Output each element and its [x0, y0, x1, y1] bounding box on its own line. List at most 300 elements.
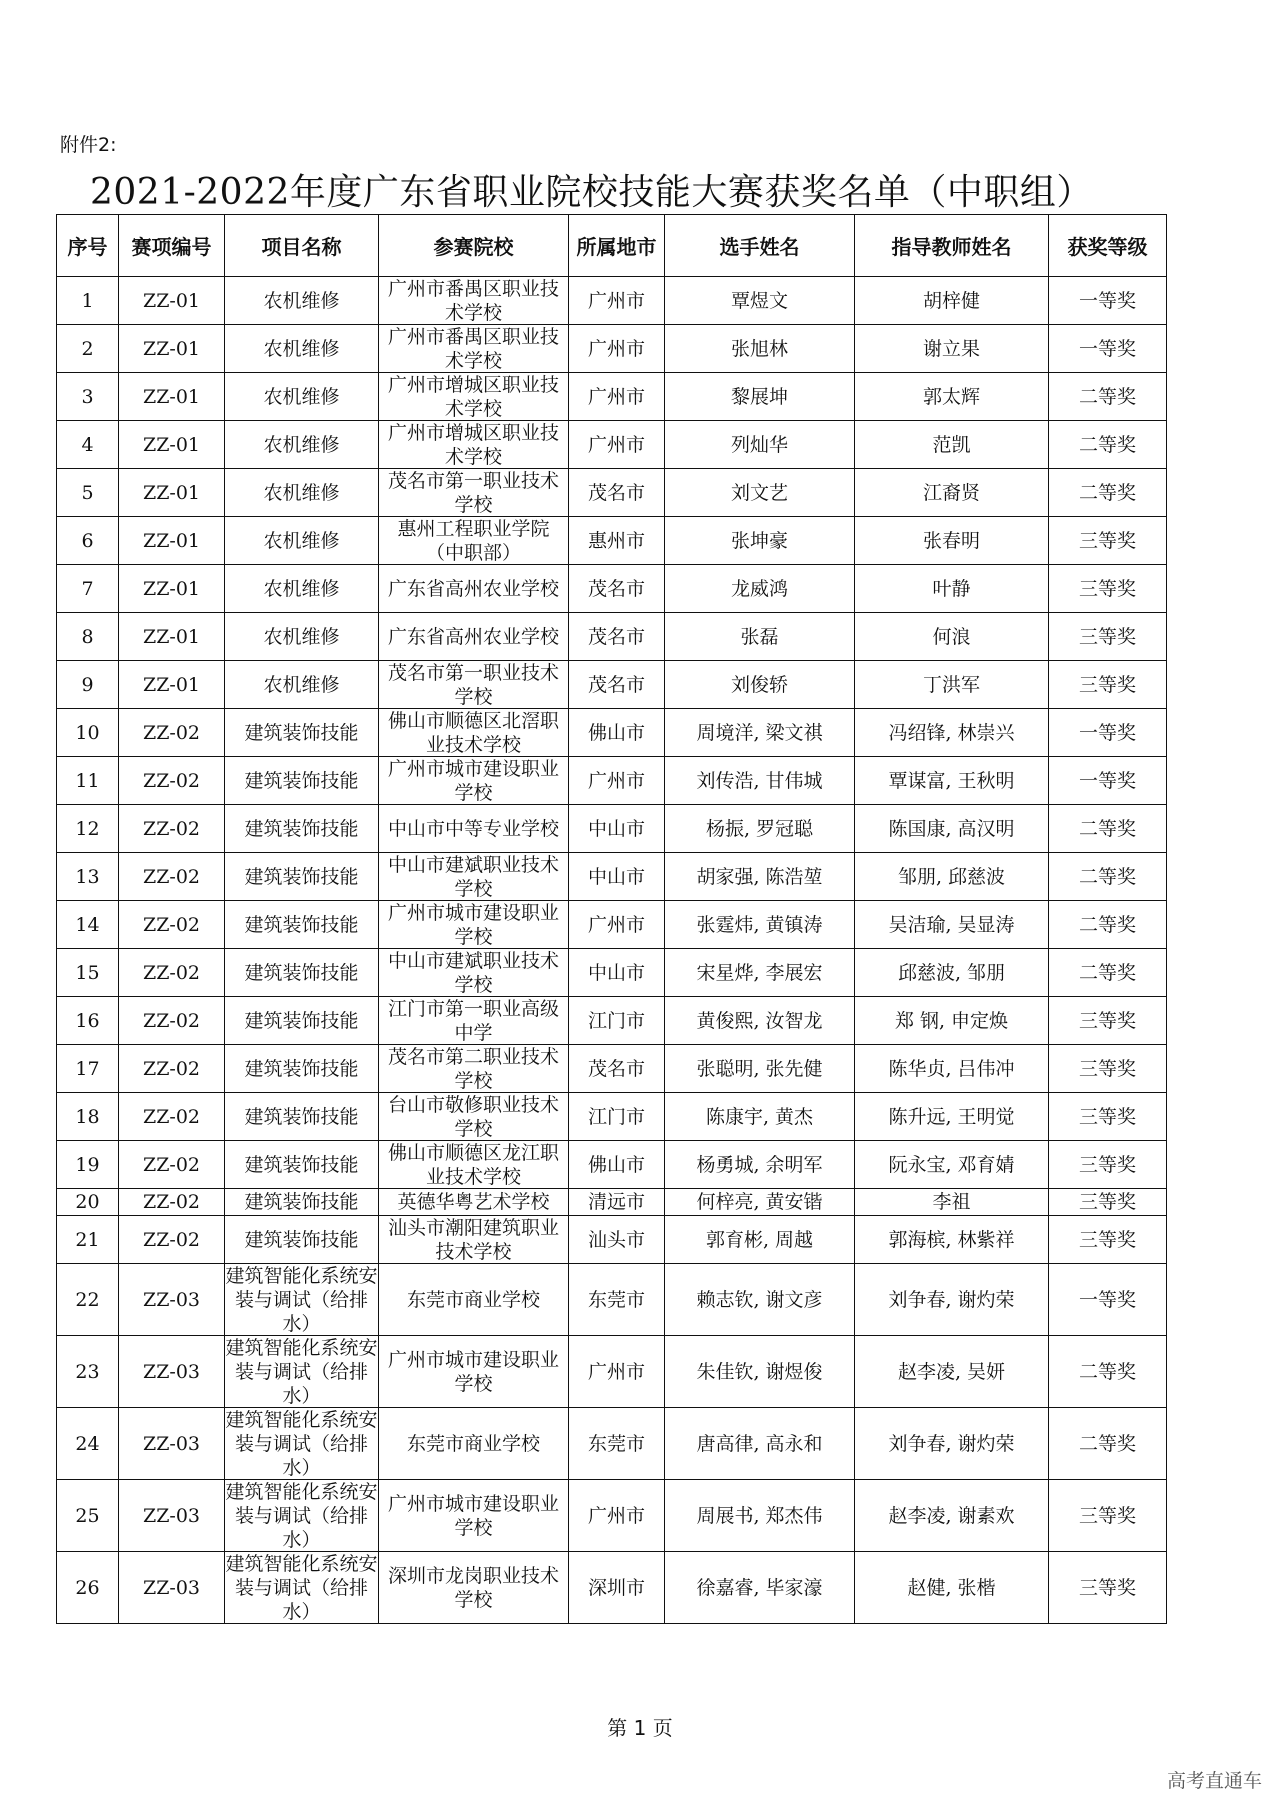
- cell-school: [379, 949, 569, 997]
- cell-students-text: 张磊: [740, 625, 779, 648]
- cell-index-text: 26: [75, 1576, 100, 1599]
- cell-students-text: 杨勇城, 余明军: [696, 1153, 823, 1176]
- table-row: [57, 325, 1167, 373]
- cell-award-text: 三等奖: [1078, 1228, 1136, 1251]
- cell-school: [379, 1408, 569, 1480]
- cell-city-text: 江门市: [587, 1009, 645, 1032]
- cell-project: [225, 517, 379, 565]
- cell-students: [665, 949, 855, 997]
- cell-project-text: 农机维修: [263, 673, 340, 696]
- cell-event-code-text: ZZ-01: [143, 337, 200, 360]
- cell-students-text: 张旭林: [730, 337, 788, 360]
- cell-city-text: 深圳市: [587, 1576, 645, 1599]
- table-row: [57, 1093, 1167, 1141]
- cell-index-text: 19: [75, 1153, 100, 1176]
- cell-event-code: [119, 997, 225, 1045]
- cell-event-code: [119, 373, 225, 421]
- cell-project: [225, 1336, 379, 1408]
- cell-school: [379, 517, 569, 565]
- table-row: [57, 421, 1167, 469]
- cell-award: [1049, 565, 1167, 613]
- cell-teachers-text: 范凯: [932, 433, 971, 456]
- cell-index-text: 13: [75, 865, 100, 888]
- cell-event-code: [119, 757, 225, 805]
- cell-project-text: 农机维修: [263, 289, 340, 312]
- cell-teachers-text: 郭海槟, 林紫祥: [888, 1228, 1015, 1251]
- cell-teachers-text: 叶静: [932, 577, 971, 600]
- cell-city-text: 广州市: [587, 1504, 645, 1527]
- cell-school: [379, 757, 569, 805]
- cell-index-text: 5: [81, 481, 94, 504]
- cell-students-text: 黄俊熙, 汝智龙: [696, 1009, 823, 1032]
- cell-award-text: 二等奖: [1078, 385, 1136, 408]
- cell-index: [57, 1336, 119, 1408]
- header-cell: 获奖等级: [1049, 215, 1167, 277]
- cell-school: [379, 421, 569, 469]
- table-row: [57, 1480, 1167, 1552]
- cell-event-code-text: ZZ-01: [143, 577, 200, 600]
- cell-event-code: [119, 421, 225, 469]
- cell-award-text: 三等奖: [1078, 673, 1136, 696]
- cell-city: [569, 709, 665, 757]
- cell-award: [1049, 469, 1167, 517]
- cell-school: [379, 1093, 569, 1141]
- cell-event-code-text: ZZ-02: [143, 1057, 200, 1080]
- cell-school: [379, 325, 569, 373]
- cell-teachers: [855, 1216, 1049, 1264]
- cell-city: [569, 565, 665, 613]
- table-row: [57, 565, 1167, 613]
- cell-project-text: 农机维修: [263, 529, 340, 552]
- cell-city: [569, 661, 665, 709]
- cell-event-code: [119, 517, 225, 565]
- cell-project: [225, 661, 379, 709]
- cell-teachers-text: 陈华贞, 吕伟冲: [888, 1057, 1015, 1080]
- cell-award-text: 二等奖: [1078, 1432, 1136, 1455]
- cell-index-text: 18: [75, 1105, 100, 1128]
- cell-project-text: 建筑装饰技能: [244, 1057, 359, 1080]
- cell-event-code: [119, 613, 225, 661]
- cell-students-text: 张霆炜, 黄镇涛: [696, 913, 823, 936]
- cell-city-text: 东莞市: [587, 1288, 645, 1311]
- cell-award: [1049, 1552, 1167, 1624]
- cell-teachers-text: 胡梓健: [922, 289, 980, 312]
- header-row: [57, 215, 1167, 277]
- cell-index-text: 24: [75, 1432, 100, 1455]
- cell-award: [1049, 1216, 1167, 1264]
- cell-students-text: 何梓亮, 黄安锴: [696, 1191, 823, 1213]
- header-cell: 选手姓名: [665, 215, 855, 277]
- cell-city-text: 广州市: [587, 769, 645, 792]
- cell-students-text: 陈康宇, 黄杰: [705, 1105, 814, 1128]
- cell-city-text: 中山市: [587, 865, 645, 888]
- cell-award-text: 三等奖: [1078, 1576, 1136, 1599]
- cell-event-code-text: ZZ-01: [143, 481, 200, 504]
- cell-event-code-text: ZZ-03: [143, 1288, 200, 1311]
- cell-students: [665, 565, 855, 613]
- cell-teachers-text: 刘争春, 谢灼荣: [888, 1288, 1015, 1311]
- cell-project-text: 建筑装饰技能: [244, 721, 359, 744]
- cell-school-text: 广州市城市建设职业学校: [387, 758, 559, 804]
- cell-event-code-text: ZZ-03: [143, 1432, 200, 1455]
- cell-teachers-text: 丁洪军: [922, 673, 980, 696]
- cell-event-code-text: ZZ-02: [143, 1228, 200, 1251]
- cell-event-code: [119, 661, 225, 709]
- cell-project: [225, 373, 379, 421]
- table-row: [57, 1552, 1167, 1624]
- cell-city: [569, 1216, 665, 1264]
- cell-students-text: 郭育彬, 周越: [705, 1228, 814, 1251]
- cell-award-text: 二等奖: [1078, 865, 1136, 888]
- cell-award: [1049, 325, 1167, 373]
- cell-students-text: 覃煜文: [730, 289, 788, 312]
- cell-teachers: [855, 1480, 1049, 1552]
- cell-event-code: [119, 1045, 225, 1093]
- cell-city-text: 茂名市: [587, 577, 645, 600]
- cell-school: [379, 1264, 569, 1336]
- cell-event-code: [119, 565, 225, 613]
- cell-project-text: 农机维修: [263, 433, 340, 456]
- cell-event-code-text: ZZ-02: [143, 961, 200, 984]
- cell-city: [569, 1408, 665, 1480]
- cell-students: [665, 613, 855, 661]
- cell-award-text: 二等奖: [1078, 1360, 1136, 1383]
- cell-teachers-text: 赵健, 张楷: [907, 1576, 996, 1599]
- table-row: [57, 1408, 1167, 1480]
- cell-city: [569, 1093, 665, 1141]
- cell-teachers: [855, 949, 1049, 997]
- page-title: 2021-2022年度广东省职业院校技能大赛获奖名单（中职组）: [90, 172, 1093, 213]
- cell-students: [665, 709, 855, 757]
- cell-teachers-text: 张春明: [922, 529, 980, 552]
- cell-index: [57, 661, 119, 709]
- cell-city-text: 茂名市: [587, 673, 645, 696]
- cell-index-text: 12: [75, 817, 100, 840]
- cell-city: [569, 1189, 665, 1216]
- cell-school: [379, 661, 569, 709]
- cell-index-text: 4: [81, 433, 94, 456]
- cell-school-text: 广东省高州农业学校: [387, 577, 559, 600]
- cell-students-text: 列灿华: [730, 433, 788, 456]
- cell-index: [57, 997, 119, 1045]
- cell-award-text: 三等奖: [1078, 1009, 1136, 1032]
- cell-index: [57, 853, 119, 901]
- cell-project: [225, 1093, 379, 1141]
- cell-index-text: 8: [81, 625, 94, 648]
- cell-city-text: 江门市: [587, 1105, 645, 1128]
- cell-students: [665, 997, 855, 1045]
- cell-award: [1049, 949, 1167, 997]
- cell-teachers: [855, 1264, 1049, 1336]
- table-row: [57, 1216, 1167, 1264]
- cell-teachers: [855, 325, 1049, 373]
- cell-teachers-text: 阮永宝, 邓育婧: [888, 1153, 1015, 1176]
- cell-students: [665, 1045, 855, 1093]
- cell-index-text: 6: [81, 529, 94, 552]
- cell-students: [665, 469, 855, 517]
- cell-index: [57, 1408, 119, 1480]
- cell-school-text: 东莞市商业学校: [406, 1288, 540, 1311]
- cell-event-code: [119, 853, 225, 901]
- cell-teachers: [855, 757, 1049, 805]
- cell-city-text: 广州市: [587, 289, 645, 312]
- cell-index: [57, 1480, 119, 1552]
- cell-school-text: 佛山市顺德区龙江职业技术学校: [387, 1142, 559, 1188]
- cell-city: [569, 373, 665, 421]
- cell-school: [379, 853, 569, 901]
- cell-event-code: [119, 1264, 225, 1336]
- cell-students-text: 刘传浩, 甘伟城: [696, 769, 823, 792]
- cell-event-code-text: ZZ-03: [143, 1576, 200, 1599]
- cell-teachers: [855, 1552, 1049, 1624]
- cell-project: [225, 757, 379, 805]
- cell-event-code-text: ZZ-02: [143, 865, 200, 888]
- cell-teachers-text: 郭太辉: [922, 385, 980, 408]
- cell-city: [569, 1336, 665, 1408]
- cell-school: [379, 1045, 569, 1093]
- cell-project: [225, 901, 379, 949]
- table-row: [57, 901, 1167, 949]
- cell-award-text: 二等奖: [1078, 481, 1136, 504]
- cell-award: [1049, 277, 1167, 325]
- cell-city-text: 广州市: [587, 385, 645, 408]
- table-row: [57, 1045, 1167, 1093]
- cell-project: [225, 469, 379, 517]
- cell-award: [1049, 853, 1167, 901]
- cell-students: [665, 1552, 855, 1624]
- cell-students: [665, 1141, 855, 1189]
- cell-index: [57, 1216, 119, 1264]
- table-row: [57, 997, 1167, 1045]
- cell-index: [57, 517, 119, 565]
- cell-event-code: [119, 805, 225, 853]
- cell-event-code-text: ZZ-02: [143, 817, 200, 840]
- cell-school-text: 惠州工程职业学院（中职部）: [397, 518, 550, 564]
- cell-award: [1049, 1264, 1167, 1336]
- cell-city: [569, 853, 665, 901]
- attachment-label: 附件2:: [60, 134, 117, 156]
- cell-project-text: 建筑智能化系统安装与调试（给排水）: [225, 1337, 378, 1407]
- cell-index-text: 2: [81, 337, 94, 360]
- table-row: [57, 1336, 1167, 1408]
- cell-city: [569, 1480, 665, 1552]
- cell-school: [379, 997, 569, 1045]
- cell-project: [225, 325, 379, 373]
- cell-project-text: 建筑智能化系统安装与调试（给排水）: [225, 1481, 378, 1551]
- cell-award-text: 二等奖: [1078, 433, 1136, 456]
- cell-project: [225, 1189, 379, 1216]
- cell-students: [665, 1264, 855, 1336]
- cell-award-text: 三等奖: [1078, 577, 1136, 600]
- header-cell: 参赛院校: [379, 215, 569, 277]
- cell-students-text: 刘俊轿: [730, 673, 788, 696]
- cell-teachers: [855, 661, 1049, 709]
- cell-school: [379, 1141, 569, 1189]
- cell-city-text: 广州市: [587, 913, 645, 936]
- cell-index-text: 16: [75, 1009, 100, 1032]
- cell-teachers: [855, 373, 1049, 421]
- cell-city-text: 东莞市: [587, 1432, 645, 1455]
- cell-index-text: 25: [75, 1504, 100, 1527]
- cell-event-code: [119, 1141, 225, 1189]
- cell-project-text: 建筑装饰技能: [244, 817, 359, 840]
- cell-students-text: 宋星烨, 李展宏: [696, 961, 823, 984]
- cell-teachers: [855, 1189, 1049, 1216]
- cell-teachers: [855, 277, 1049, 325]
- cell-teachers-text: 李祖: [932, 1191, 971, 1213]
- cell-city-text: 茂名市: [587, 481, 645, 504]
- cell-students: [665, 1189, 855, 1216]
- cell-project-text: 建筑装饰技能: [244, 913, 359, 936]
- cell-project: [225, 1045, 379, 1093]
- cell-index-text: 3: [81, 385, 94, 408]
- cell-students: [665, 853, 855, 901]
- cell-school: [379, 277, 569, 325]
- header-cell: 指导教师姓名: [855, 215, 1049, 277]
- cell-event-code-text: ZZ-02: [143, 769, 200, 792]
- cell-event-code: [119, 325, 225, 373]
- cell-teachers-text: 刘争春, 谢灼荣: [888, 1432, 1015, 1455]
- cell-project: [225, 1264, 379, 1336]
- cell-teachers-text: 江裔贤: [922, 481, 980, 504]
- cell-award: [1049, 709, 1167, 757]
- cell-event-code-text: ZZ-02: [143, 1009, 200, 1032]
- cell-project: [225, 277, 379, 325]
- cell-school-text: 广州市城市建设职业学校: [387, 1492, 559, 1539]
- cell-index: [57, 469, 119, 517]
- cell-award-text: 一等奖: [1078, 721, 1136, 744]
- cell-students-text: 唐高律, 高永和: [696, 1432, 823, 1455]
- cell-school: [379, 1552, 569, 1624]
- cell-award-text: 三等奖: [1078, 1191, 1136, 1213]
- cell-teachers-text: 何浪: [932, 625, 971, 648]
- cell-index: [57, 277, 119, 325]
- cell-students-text: 杨振, 罗冠聪: [705, 817, 814, 840]
- cell-city-text: 广州市: [587, 433, 645, 456]
- cell-event-code: [119, 1336, 225, 1408]
- cell-event-code: [119, 1552, 225, 1624]
- cell-award-text: 三等奖: [1078, 1153, 1136, 1176]
- cell-students: [665, 373, 855, 421]
- cell-award: [1049, 517, 1167, 565]
- cell-event-code: [119, 1093, 225, 1141]
- cell-students-text: 龙威鸿: [730, 577, 788, 600]
- cell-school: [379, 805, 569, 853]
- cell-award-text: 三等奖: [1078, 1057, 1136, 1080]
- cell-students: [665, 517, 855, 565]
- cell-award: [1049, 421, 1167, 469]
- cell-city: [569, 1552, 665, 1624]
- cell-teachers-text: 谢立果: [922, 337, 980, 360]
- cell-students-text: 朱佳钦, 谢煜俊: [696, 1360, 823, 1383]
- cell-teachers-text: 邹朋, 邱慈波: [897, 865, 1006, 888]
- cell-award: [1049, 1480, 1167, 1552]
- cell-award-text: 二等奖: [1078, 913, 1136, 936]
- cell-school-text: 中山市中等专业学校: [387, 817, 559, 840]
- cell-school-text: 广州市城市建设职业学校: [387, 1348, 559, 1395]
- cell-event-code-text: ZZ-01: [143, 529, 200, 552]
- cell-students: [665, 901, 855, 949]
- table-row: [57, 373, 1167, 421]
- cell-project: [225, 853, 379, 901]
- cell-event-code: [119, 901, 225, 949]
- awards-table: [56, 214, 1167, 1624]
- cell-project-text: 农机维修: [263, 577, 340, 600]
- cell-index-text: 22: [75, 1288, 100, 1311]
- cell-students: [665, 1093, 855, 1141]
- cell-school-text: 茂名市第一职业技术学校: [387, 662, 559, 708]
- cell-school-text: 中山市建斌职业技术学校: [387, 854, 559, 900]
- table-row: [57, 1141, 1167, 1189]
- cell-school: [379, 469, 569, 517]
- cell-teachers-text: 陈升远, 王明觉: [888, 1105, 1015, 1128]
- cell-index-text: 11: [75, 769, 100, 792]
- cell-school: [379, 901, 569, 949]
- cell-project-text: 建筑装饰技能: [244, 1191, 359, 1213]
- cell-index: [57, 1264, 119, 1336]
- cell-city: [569, 421, 665, 469]
- cell-project: [225, 613, 379, 661]
- cell-event-code-text: ZZ-02: [143, 1105, 200, 1128]
- cell-city-text: 广州市: [587, 337, 645, 360]
- cell-award: [1049, 1045, 1167, 1093]
- cell-award: [1049, 613, 1167, 661]
- cell-students: [665, 805, 855, 853]
- table-row: [57, 949, 1167, 997]
- cell-teachers: [855, 421, 1049, 469]
- cell-award: [1049, 1189, 1167, 1216]
- cell-award-text: 三等奖: [1078, 625, 1136, 648]
- cell-event-code-text: ZZ-03: [143, 1360, 200, 1383]
- cell-award: [1049, 1141, 1167, 1189]
- cell-project-text: 建筑智能化系统安装与调试（给排水）: [225, 1553, 378, 1623]
- cell-school: [379, 1189, 569, 1216]
- cell-project-text: 建筑装饰技能: [244, 1009, 359, 1032]
- cell-city: [569, 805, 665, 853]
- cell-school-text: 佛山市顺德区北滘职业技术学校: [387, 710, 559, 756]
- cell-index-text: 1: [81, 289, 94, 312]
- cell-students-text: 黎展坤: [730, 385, 788, 408]
- cell-award: [1049, 805, 1167, 853]
- header-cell: 赛项编号: [119, 215, 225, 277]
- cell-school-text: 江门市第一职业高级中学: [387, 998, 559, 1044]
- cell-city-text: 惠州市: [587, 529, 645, 552]
- cell-students-text: 张坤豪: [730, 529, 788, 552]
- cell-award: [1049, 757, 1167, 805]
- cell-index-text: 15: [75, 961, 100, 984]
- cell-event-code-text: ZZ-01: [143, 625, 200, 648]
- cell-city-text: 中山市: [587, 817, 645, 840]
- cell-city-text: 茂名市: [587, 1057, 645, 1080]
- table-row: [57, 853, 1167, 901]
- cell-event-code-text: ZZ-03: [143, 1504, 200, 1527]
- cell-students-text: 赖志钦, 谢文彦: [696, 1288, 823, 1311]
- cell-school-text: 汕头市潮阳建筑职业技术学校: [387, 1217, 559, 1263]
- cell-city: [569, 1264, 665, 1336]
- cell-event-code-text: ZZ-02: [143, 1191, 200, 1213]
- cell-city: [569, 517, 665, 565]
- cell-school: [379, 1480, 569, 1552]
- cell-project-text: 建筑装饰技能: [244, 769, 359, 792]
- cell-project: [225, 1480, 379, 1552]
- cell-city: [569, 325, 665, 373]
- cell-school-text: 广东省高州农业学校: [387, 625, 559, 648]
- cell-city: [569, 613, 665, 661]
- table-row: [57, 1264, 1167, 1336]
- cell-teachers: [855, 1045, 1049, 1093]
- cell-city: [569, 949, 665, 997]
- cell-project: [225, 949, 379, 997]
